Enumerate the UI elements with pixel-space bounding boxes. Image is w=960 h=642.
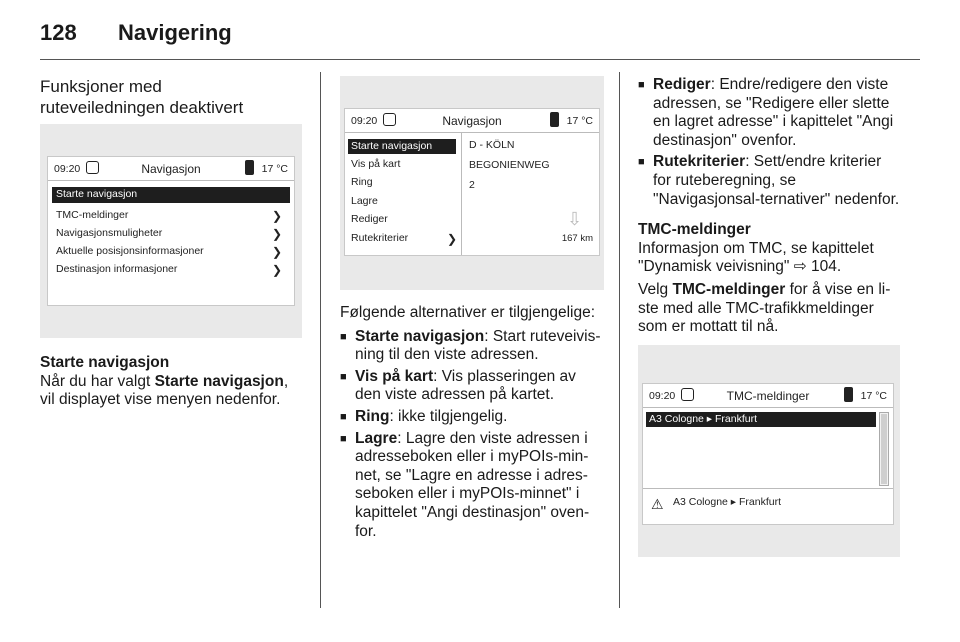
paragraph (638, 281, 902, 337)
bold-text: Rediger (653, 76, 711, 93)
page-number: 128 (40, 20, 77, 45)
list-item (340, 368, 604, 405)
temperature: 17 °C (566, 115, 593, 127)
menu-item-label: Aktuelle posisjonsinformasjoner (56, 245, 204, 257)
list-item (340, 408, 604, 427)
display-screen (47, 156, 295, 306)
text: Når du har valgt (40, 372, 155, 390)
section-heading (40, 76, 302, 118)
clock-time: 09:20 (649, 389, 676, 402)
destination-number: 2 (469, 179, 475, 191)
bold-text: Vis på kart (355, 367, 434, 385)
thermometer-icon (550, 112, 559, 127)
intro-text: Følgende alternativer er tilgjengelige: (340, 304, 596, 321)
menu-item-label: Destinasjon informasjoner (56, 263, 178, 275)
display-screen (344, 108, 600, 256)
menu-item[interactable]: Starte navigasjon (348, 139, 456, 154)
page-header (40, 18, 920, 60)
panel-divider (643, 488, 893, 489)
traffic-warning-icon: ⚠ (651, 495, 664, 512)
menu-item[interactable] (56, 227, 290, 239)
bold-text: Rutekriterier (653, 153, 746, 171)
paragraph: Informasjon om TMC, se kapittelet "Dynamisk veivisning" ⇨ 104. (638, 239, 874, 276)
text: , vil displayet vise menyen nedenfor. (40, 372, 289, 409)
display-status-bar (345, 109, 599, 133)
temperature: 17 °C (261, 163, 288, 175)
bold-text: Ring (355, 407, 390, 425)
destination-street: BEGONIENWEG (469, 159, 550, 171)
thermometer-icon (245, 160, 254, 175)
clock-time: 09:20 (54, 163, 81, 175)
distance: 167 km (561, 233, 593, 244)
text: Velg (638, 280, 673, 298)
column-divider (320, 72, 321, 608)
menu-item[interactable]: Lagre (351, 195, 378, 207)
column-1 (40, 76, 302, 410)
menu-item-label: Rutekriterier (351, 232, 409, 244)
column-divider (619, 72, 620, 608)
column-3 (638, 76, 902, 557)
menu-item[interactable] (56, 245, 290, 257)
chevron-right-icon: ❯ (271, 209, 282, 223)
options-list (340, 328, 604, 542)
tmc-message-detail: A3 Cologne ▸ Frankfurt (673, 495, 781, 508)
menu-item[interactable]: Ring (351, 176, 373, 188)
temperature: 17 °C (860, 389, 887, 402)
display-status-bar (48, 157, 294, 181)
column-2 (340, 76, 604, 544)
destination-city: D - KÖLN (469, 139, 515, 151)
bold-text: Starte navigasjon (154, 372, 284, 390)
menu-item[interactable] (56, 209, 290, 221)
arrow-down-icon: ⇩ (567, 209, 583, 229)
chevron-right-icon: ❯ (271, 245, 282, 259)
text: : Lagre den viste adressen i adresseboken eller i myPOIs-min-net, se "Lagre en adresse i adres-seboken eller i myPOIs-minnet" i kapittelet "Angi destinasjon" oven-for. (355, 429, 590, 540)
list-item (638, 76, 902, 150)
thermometer-icon (844, 387, 853, 402)
destination-screenshot (340, 76, 604, 290)
chevron-right-icon: ❯ (271, 263, 282, 277)
bold-text: Lagre (355, 429, 398, 447)
display-screen (642, 383, 894, 525)
list-item (340, 430, 604, 542)
menu-item[interactable] (56, 263, 290, 275)
text: : ikke tilgjengelig. (389, 407, 508, 425)
subheading: Starte navigasjon (40, 354, 170, 371)
options-list (638, 76, 902, 209)
panel-divider (461, 133, 462, 255)
scrollbar[interactable] (879, 412, 889, 486)
subheading: TMC-meldinger (638, 221, 751, 239)
display-status-bar (643, 384, 893, 408)
tmc-screenshot (638, 345, 900, 557)
menu-item[interactable]: Rediger (351, 213, 388, 225)
menu-item[interactable] (351, 232, 459, 244)
display-title: Navigasjon (141, 162, 201, 176)
menu-item-label: TMC-meldinger (56, 209, 129, 221)
page-title: Navigering (118, 20, 232, 45)
text: : Endre/redigere den viste adressen, se "Redigere eller slette en lagret adresse" i kapittelet "Angi destinasjon" ovenfor. (653, 76, 894, 149)
bold-text: TMC-meldinger (672, 280, 786, 298)
menu-item-label: Navigasjonsmuligheter (56, 227, 163, 239)
text: : Vis plasseringen av den viste adressen på kartet. (355, 367, 576, 404)
chevron-right-icon: ❯ (271, 227, 282, 241)
display-title: TMC-meldinger (726, 388, 810, 403)
bold-text: Starte navigasjon (355, 327, 485, 345)
display-title: Navigasjon (442, 114, 502, 128)
tmc-message-item[interactable]: A3 Cologne ▸ Frankfurt (646, 412, 876, 427)
paragraph (40, 373, 302, 410)
heading-line: ruteveiledningen deaktivert (40, 98, 244, 117)
menu-item[interactable]: Starte navigasjon (52, 187, 290, 203)
text: : Start ruteveivis-ning til den viste adressen. (355, 327, 601, 364)
list-item (340, 328, 604, 365)
chevron-right-icon: ❯ (446, 232, 457, 246)
text: for å vise en li-ste med alle TMC-trafikkmeldinger som er mottatt til nå. (638, 280, 891, 336)
heading-line: Funksjoner med (40, 77, 162, 96)
menu-item[interactable]: Vis på kart (351, 158, 401, 170)
scrollbar-thumb[interactable] (881, 414, 887, 484)
text: : Sett/endre kriterier for ruteberegning, se "Navigasjonsal-ternativer" nedenfor. (653, 153, 900, 208)
navigation-menu-screenshot (40, 124, 302, 338)
list-item (638, 153, 902, 209)
clock-time: 09:20 (351, 115, 378, 127)
